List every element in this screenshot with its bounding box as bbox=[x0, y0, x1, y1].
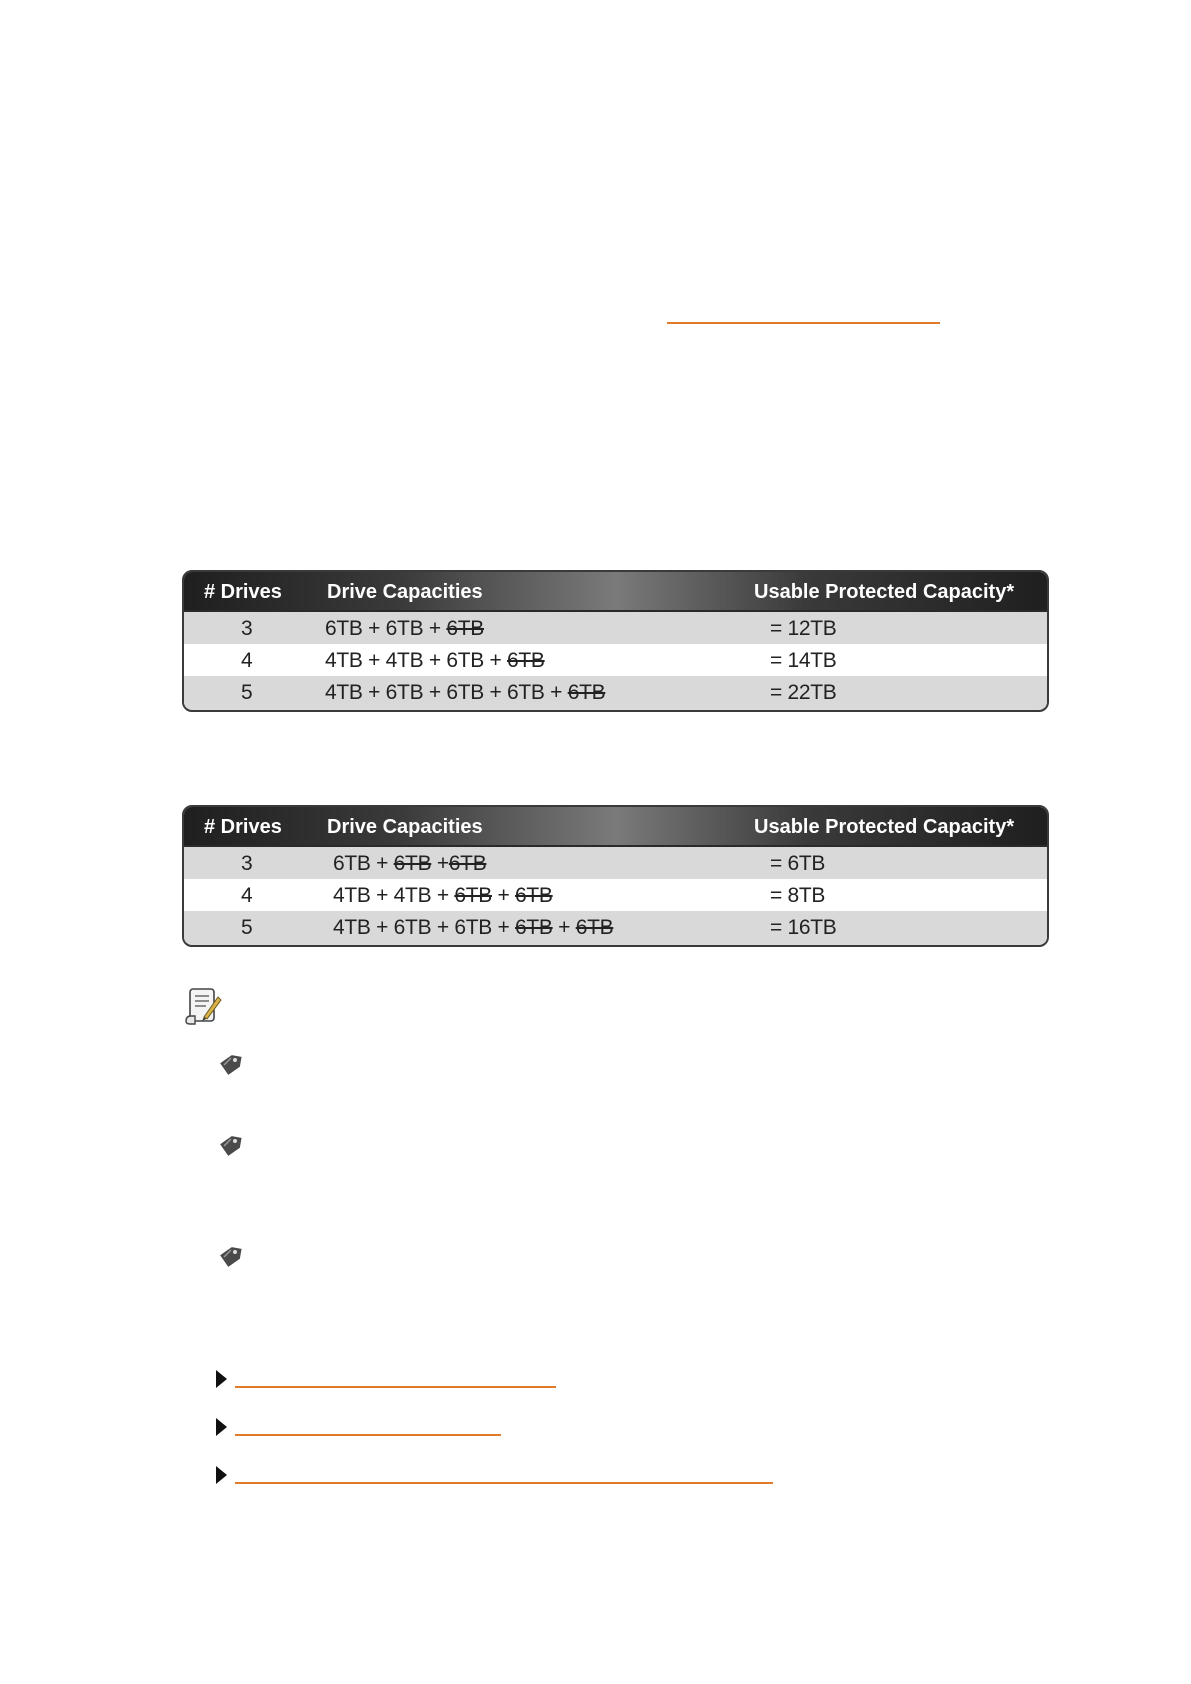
drive-count: 4 bbox=[241, 649, 253, 672]
capacity-term: + bbox=[491, 884, 516, 907]
capacity-term: 6TB bbox=[507, 681, 545, 704]
capacity-term: 6TB bbox=[385, 617, 424, 640]
excluded-capacity: 6TB bbox=[448, 852, 487, 875]
capacity-term: + bbox=[370, 884, 394, 907]
capacity-term: 6TB bbox=[446, 649, 484, 672]
table-row bbox=[184, 911, 1047, 943]
tag-icon bbox=[216, 1132, 244, 1160]
capacity-term: 4TB bbox=[385, 649, 424, 672]
table-row bbox=[184, 612, 1047, 644]
excluded-capacity: 6TB bbox=[515, 884, 553, 907]
usable-capacity: = 8TB bbox=[770, 884, 826, 907]
triangle-bullet-icon bbox=[216, 1466, 227, 1484]
drive-capacities bbox=[325, 649, 545, 673]
drive-count: 5 bbox=[241, 916, 253, 939]
capacity-term: + bbox=[483, 649, 508, 672]
capacity-term: + bbox=[370, 852, 394, 875]
capacity-term: 6TB bbox=[333, 852, 371, 875]
excluded-capacity: 6TB bbox=[515, 916, 553, 939]
related-link-2[interactable] bbox=[235, 1434, 501, 1436]
excluded-capacity: 6TB bbox=[575, 916, 614, 939]
header-usable: Usable Protected Capacity* bbox=[754, 581, 1015, 603]
tag-icon bbox=[216, 1051, 244, 1079]
capacity-term: + bbox=[491, 916, 516, 939]
header-drives: # Drives bbox=[204, 581, 282, 603]
capacity-term: + bbox=[483, 681, 508, 704]
drive-capacities bbox=[333, 852, 486, 876]
drive-capacities bbox=[333, 884, 553, 908]
related-link-1[interactable] bbox=[235, 1386, 556, 1388]
header-capacities: Drive Capacities bbox=[327, 816, 483, 838]
triangle-bullet-icon bbox=[216, 1418, 227, 1436]
capacity-term: + bbox=[362, 649, 386, 672]
related-link-3[interactable] bbox=[235, 1482, 773, 1484]
capacity-term: 6TB bbox=[325, 617, 363, 640]
usable-capacity: = 22TB bbox=[770, 681, 837, 704]
tag-icon bbox=[216, 1243, 244, 1271]
usable-capacity: = 12TB bbox=[770, 617, 837, 640]
capacity-term: + bbox=[552, 916, 576, 939]
capacity-term: 6TB bbox=[446, 681, 484, 704]
capacity-term: 4TB bbox=[325, 681, 363, 704]
drive-count: 3 bbox=[241, 852, 253, 875]
capacity-table-1 bbox=[182, 570, 1049, 712]
drive-capacities bbox=[325, 681, 605, 705]
capacity-term: + bbox=[431, 916, 455, 939]
capacity-term: 4TB bbox=[325, 649, 363, 672]
capacity-term: 4TB bbox=[333, 884, 371, 907]
table-row bbox=[184, 847, 1047, 879]
excluded-capacity: 6TB bbox=[393, 852, 432, 875]
table-row bbox=[184, 644, 1047, 676]
drive-count: 4 bbox=[241, 884, 253, 907]
capacity-term: 6TB bbox=[385, 681, 424, 704]
table-header bbox=[184, 572, 1047, 612]
capacity-term: 4TB bbox=[333, 916, 371, 939]
capacity-table-2 bbox=[182, 805, 1049, 947]
triangle-bullet-icon bbox=[216, 1370, 227, 1388]
usable-capacity: = 16TB bbox=[770, 916, 837, 939]
table-header bbox=[184, 807, 1047, 847]
capacity-term: 6TB bbox=[454, 916, 492, 939]
drive-capacities bbox=[333, 916, 613, 940]
capacity-term: + bbox=[423, 681, 447, 704]
excluded-capacity: 6TB bbox=[567, 681, 606, 704]
excluded-capacity: 6TB bbox=[446, 617, 484, 640]
capacity-term: + bbox=[431, 884, 455, 907]
capacity-term: + bbox=[362, 617, 386, 640]
top-link-underline[interactable] bbox=[667, 322, 940, 324]
note-scroll-icon bbox=[182, 985, 224, 1027]
excluded-capacity: 6TB bbox=[454, 884, 492, 907]
capacity-term: + bbox=[362, 681, 386, 704]
table-row bbox=[184, 879, 1047, 911]
capacity-term: + bbox=[423, 649, 447, 672]
capacity-term: + bbox=[370, 916, 394, 939]
usable-capacity: = 6TB bbox=[770, 852, 826, 875]
header-usable: Usable Protected Capacity* bbox=[754, 816, 1015, 838]
header-capacities: Drive Capacities bbox=[327, 581, 483, 603]
header-drives: # Drives bbox=[204, 816, 282, 838]
drive-count: 5 bbox=[241, 681, 253, 704]
table-row bbox=[184, 676, 1047, 708]
excluded-capacity: 6TB bbox=[507, 649, 545, 672]
capacity-term: + bbox=[431, 852, 449, 875]
capacity-term: + bbox=[423, 617, 447, 640]
usable-capacity: = 14TB bbox=[770, 649, 837, 672]
drive-count: 3 bbox=[241, 617, 253, 640]
capacity-term: 4TB bbox=[393, 884, 432, 907]
capacity-term: 6TB bbox=[393, 916, 432, 939]
drive-capacities bbox=[325, 617, 484, 641]
capacity-term: + bbox=[544, 681, 568, 704]
